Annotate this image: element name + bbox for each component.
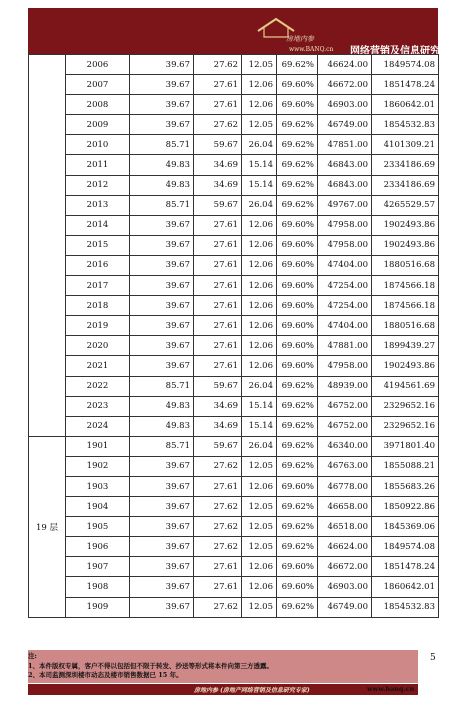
total-price-cell: 1874566.18 xyxy=(372,276,439,296)
area-shared-cell: 26.04 xyxy=(242,135,277,155)
area-ratio-cell: 69.60% xyxy=(277,255,318,275)
area-building-cell: 49.83 xyxy=(130,416,194,436)
table-row xyxy=(29,296,439,316)
room-number-cell: 1903 xyxy=(66,476,130,496)
total-price-cell: 2334186.69 xyxy=(372,155,439,175)
area-building-cell: 39.67 xyxy=(130,557,194,577)
room-number-cell: 2014 xyxy=(66,215,130,235)
total-price-cell: 3971801.40 xyxy=(372,436,439,456)
area-shared-cell: 12.05 xyxy=(242,497,277,517)
total-price-cell: 2329652.16 xyxy=(372,416,439,436)
room-number-cell: 2006 xyxy=(66,55,130,75)
logo-url-text: www.BANQ.cn xyxy=(289,46,334,53)
room-number-cell: 2022 xyxy=(66,376,130,396)
room-number-cell: 2020 xyxy=(66,336,130,356)
table-row xyxy=(29,376,439,396)
unit-price-cell: 46340.00 xyxy=(318,436,372,456)
area-ratio-cell: 69.62% xyxy=(277,396,318,416)
room-number-cell: 2015 xyxy=(66,235,130,255)
area-shared-cell: 15.14 xyxy=(242,396,277,416)
table-row xyxy=(29,255,439,275)
room-number-cell: 2017 xyxy=(66,276,130,296)
unit-price-cell: 46778.00 xyxy=(318,476,372,496)
area-building-cell: 85.71 xyxy=(130,195,194,215)
total-price-cell: 1854532.83 xyxy=(372,597,439,617)
table-row xyxy=(29,215,439,235)
table-row xyxy=(29,356,439,376)
area-inner-cell: 27.62 xyxy=(194,537,242,557)
unit-price-cell: 46763.00 xyxy=(318,456,372,476)
unit-price-cell: 48939.00 xyxy=(318,376,372,396)
total-price-cell: 1880516.68 xyxy=(372,255,439,275)
area-inner-cell: 27.61 xyxy=(194,476,242,496)
area-inner-cell: 27.61 xyxy=(194,75,242,95)
page-number: 5 xyxy=(430,653,436,663)
area-building-cell: 39.67 xyxy=(130,255,194,275)
area-shared-cell: 26.04 xyxy=(242,195,277,215)
area-shared-cell: 12.06 xyxy=(242,215,277,235)
unit-price-cell: 46518.00 xyxy=(318,517,372,537)
notes-line-2: 2、本司监测深圳楼市动态及楼市销售数据已 15 年。 xyxy=(28,671,183,680)
area-building-cell: 39.67 xyxy=(130,115,194,135)
table-row xyxy=(29,436,439,456)
total-price-cell: 1849574.08 xyxy=(372,55,439,75)
area-shared-cell: 12.06 xyxy=(242,296,277,316)
table-row xyxy=(29,517,439,537)
area-building-cell: 39.67 xyxy=(130,296,194,316)
area-ratio-cell: 69.60% xyxy=(277,557,318,577)
area-building-cell: 39.67 xyxy=(130,456,194,476)
area-inner-cell: 27.62 xyxy=(194,55,242,75)
unit-price-cell: 46903.00 xyxy=(318,95,372,115)
table-row xyxy=(29,55,439,75)
area-inner-cell: 27.61 xyxy=(194,296,242,316)
table-row xyxy=(29,336,439,356)
area-ratio-cell: 69.62% xyxy=(277,55,318,75)
area-building-cell: 39.67 xyxy=(130,597,194,617)
table-row xyxy=(29,75,439,95)
area-ratio-cell: 69.62% xyxy=(277,416,318,436)
area-inner-cell: 34.69 xyxy=(194,175,242,195)
total-price-cell: 1874566.18 xyxy=(372,296,439,316)
area-shared-cell: 12.05 xyxy=(242,597,277,617)
area-shared-cell: 12.06 xyxy=(242,235,277,255)
room-number-cell: 2007 xyxy=(66,75,130,95)
area-inner-cell: 27.61 xyxy=(194,276,242,296)
total-price-cell: 1899439.27 xyxy=(372,336,439,356)
unit-price-cell: 46843.00 xyxy=(318,155,372,175)
area-inner-cell: 59.67 xyxy=(194,135,242,155)
total-price-cell: 4194561.69 xyxy=(372,376,439,396)
unit-price-cell: 46624.00 xyxy=(318,55,372,75)
room-number-cell: 2012 xyxy=(66,175,130,195)
area-ratio-cell: 69.62% xyxy=(277,155,318,175)
area-shared-cell: 12.06 xyxy=(242,476,277,496)
table-row xyxy=(29,597,439,617)
notes-label: 注: xyxy=(28,652,37,660)
room-number-cell: 1909 xyxy=(66,597,130,617)
header-title: 网络营销及信息研究专家 xyxy=(350,46,460,57)
table-row xyxy=(29,95,439,115)
unit-price-cell: 47958.00 xyxy=(318,215,372,235)
total-price-cell: 1850922.86 xyxy=(372,497,439,517)
area-building-cell: 39.67 xyxy=(130,55,194,75)
total-price-cell: 1851478.24 xyxy=(372,75,439,95)
unit-price-cell: 46752.00 xyxy=(318,396,372,416)
area-ratio-cell: 69.60% xyxy=(277,235,318,255)
area-shared-cell: 12.06 xyxy=(242,336,277,356)
footer-url: www.banq.cn xyxy=(367,685,415,693)
room-number-cell: 2016 xyxy=(66,255,130,275)
unit-price-cell: 47881.00 xyxy=(318,336,372,356)
floor-group-19-floor-label: 19 层 xyxy=(29,436,66,617)
area-ratio-cell: 69.62% xyxy=(277,175,318,195)
area-inner-cell: 27.61 xyxy=(194,557,242,577)
unit-price-cell: 46672.00 xyxy=(318,75,372,95)
table-row xyxy=(29,115,439,135)
area-ratio-cell: 69.62% xyxy=(277,456,318,476)
table-row xyxy=(29,155,439,175)
total-price-cell: 2329652.16 xyxy=(372,396,439,416)
room-number-cell: 1902 xyxy=(66,456,130,476)
unit-price-cell: 47254.00 xyxy=(318,276,372,296)
unit-price-cell: 46624.00 xyxy=(318,537,372,557)
area-building-cell: 39.67 xyxy=(130,215,194,235)
room-number-cell: 2021 xyxy=(66,356,130,376)
area-building-cell: 39.67 xyxy=(130,356,194,376)
room-number-cell: 2018 xyxy=(66,296,130,316)
area-inner-cell: 27.61 xyxy=(194,235,242,255)
unit-price-cell: 47404.00 xyxy=(318,316,372,336)
table-row xyxy=(29,456,439,476)
notes-line-1: 1、本件版权专属，客户不得以包括但不限于转发、抄送等形式将本件向第三方透露。 xyxy=(28,661,274,670)
total-price-cell: 1845369.06 xyxy=(372,517,439,537)
unit-price-cell: 46843.00 xyxy=(318,175,372,195)
room-number-cell: 2024 xyxy=(66,416,130,436)
total-price-cell: 1880516.68 xyxy=(372,316,439,336)
header-banner xyxy=(28,8,460,57)
unit-price-cell: 46672.00 xyxy=(318,557,372,577)
table-row xyxy=(29,537,439,557)
area-ratio-cell: 69.60% xyxy=(277,276,318,296)
unit-price-cell: 47404.00 xyxy=(318,255,372,275)
area-building-cell: 39.67 xyxy=(130,336,194,356)
unit-price-cell: 46749.00 xyxy=(318,597,372,617)
area-building-cell: 39.67 xyxy=(130,75,194,95)
area-inner-cell: 27.61 xyxy=(194,316,242,336)
area-shared-cell: 12.06 xyxy=(242,577,277,597)
area-inner-cell: 27.61 xyxy=(194,336,242,356)
total-price-cell: 1855088.21 xyxy=(372,456,439,476)
area-ratio-cell: 69.60% xyxy=(277,336,318,356)
footer-text: 房地内参 (房地产网络营销及信息研究专家) xyxy=(194,687,310,694)
unit-price-cell: 47958.00 xyxy=(318,235,372,255)
area-ratio-cell: 69.62% xyxy=(277,597,318,617)
total-price-cell: 1902493.86 xyxy=(372,356,439,376)
area-ratio-cell: 69.62% xyxy=(277,497,318,517)
area-inner-cell: 27.61 xyxy=(194,95,242,115)
total-price-cell: 1902493.86 xyxy=(372,235,439,255)
area-inner-cell: 27.61 xyxy=(194,215,242,235)
unit-price-cell: 46903.00 xyxy=(318,577,372,597)
area-building-cell: 85.71 xyxy=(130,135,194,155)
area-inner-cell: 59.67 xyxy=(194,195,242,215)
room-number-cell: 1906 xyxy=(66,537,130,557)
unit-price-cell: 47254.00 xyxy=(318,296,372,316)
total-price-cell: 1854532.83 xyxy=(372,115,439,135)
room-number-cell: 1904 xyxy=(66,497,130,517)
table-row xyxy=(29,476,439,496)
area-building-cell: 85.71 xyxy=(130,376,194,396)
area-shared-cell: 12.05 xyxy=(242,456,277,476)
area-ratio-cell: 69.62% xyxy=(277,376,318,396)
area-inner-cell: 27.61 xyxy=(194,255,242,275)
area-shared-cell: 15.14 xyxy=(242,175,277,195)
room-number-cell: 2023 xyxy=(66,396,130,416)
area-inner-cell: 27.61 xyxy=(194,577,242,597)
area-ratio-cell: 69.60% xyxy=(277,476,318,496)
room-number-cell: 1901 xyxy=(66,436,130,456)
room-number-cell: 2009 xyxy=(66,115,130,135)
area-shared-cell: 12.06 xyxy=(242,557,277,577)
area-building-cell: 49.83 xyxy=(130,396,194,416)
area-building-cell: 39.67 xyxy=(130,316,194,336)
area-shared-cell: 26.04 xyxy=(242,436,277,456)
sales-data-table xyxy=(28,54,439,618)
room-number-cell: 2008 xyxy=(66,95,130,115)
area-shared-cell: 12.06 xyxy=(242,276,277,296)
room-number-cell: 2013 xyxy=(66,195,130,215)
total-price-cell: 1849574.08 xyxy=(372,537,439,557)
unit-price-cell: 47851.00 xyxy=(318,135,372,155)
table-row xyxy=(29,557,439,577)
area-building-cell: 39.67 xyxy=(130,497,194,517)
area-shared-cell: 15.14 xyxy=(242,416,277,436)
total-price-cell: 2334186.69 xyxy=(372,175,439,195)
area-inner-cell: 27.61 xyxy=(194,356,242,376)
area-building-cell: 39.67 xyxy=(130,577,194,597)
table-row xyxy=(29,497,439,517)
area-shared-cell: 12.06 xyxy=(242,75,277,95)
area-inner-cell: 34.69 xyxy=(194,416,242,436)
notes xyxy=(28,652,273,681)
unit-price-cell: 49767.00 xyxy=(318,195,372,215)
total-price-cell: 1855683.26 xyxy=(372,476,439,496)
area-ratio-cell: 69.62% xyxy=(277,436,318,456)
room-number-cell: 2011 xyxy=(66,155,130,175)
area-building-cell: 39.67 xyxy=(130,517,194,537)
area-inner-cell: 59.67 xyxy=(194,436,242,456)
area-shared-cell: 12.06 xyxy=(242,356,277,376)
area-ratio-cell: 69.62% xyxy=(277,135,318,155)
table-row xyxy=(29,235,439,255)
area-inner-cell: 34.69 xyxy=(194,396,242,416)
area-shared-cell: 26.04 xyxy=(242,376,277,396)
table-row xyxy=(29,135,439,155)
area-ratio-cell: 69.60% xyxy=(277,75,318,95)
area-building-cell: 39.67 xyxy=(130,235,194,255)
area-building-cell: 39.67 xyxy=(130,476,194,496)
area-ratio-cell: 69.62% xyxy=(277,517,318,537)
area-ratio-cell: 69.60% xyxy=(277,577,318,597)
area-shared-cell: 12.05 xyxy=(242,115,277,135)
room-number-cell: 1908 xyxy=(66,577,130,597)
total-price-cell: 4101309.21 xyxy=(372,135,439,155)
area-inner-cell: 27.62 xyxy=(194,597,242,617)
area-ratio-cell: 69.60% xyxy=(277,95,318,115)
floor-group-top-floor-label xyxy=(29,55,66,437)
area-building-cell: 49.83 xyxy=(130,155,194,175)
area-shared-cell: 12.05 xyxy=(242,517,277,537)
unit-price-cell: 46752.00 xyxy=(318,416,372,436)
area-ratio-cell: 69.60% xyxy=(277,296,318,316)
area-building-cell: 85.71 xyxy=(130,436,194,456)
area-shared-cell: 12.06 xyxy=(242,95,277,115)
total-price-cell: 1902493.86 xyxy=(372,215,439,235)
area-ratio-cell: 69.62% xyxy=(277,195,318,215)
area-inner-cell: 27.62 xyxy=(194,517,242,537)
room-number-cell: 1905 xyxy=(66,517,130,537)
area-shared-cell: 12.06 xyxy=(242,255,277,275)
area-ratio-cell: 69.62% xyxy=(277,537,318,557)
area-building-cell: 39.67 xyxy=(130,95,194,115)
area-inner-cell: 27.62 xyxy=(194,115,242,135)
area-ratio-cell: 69.60% xyxy=(277,316,318,336)
total-price-cell: 4265529.57 xyxy=(372,195,439,215)
area-shared-cell: 12.05 xyxy=(242,55,277,75)
area-inner-cell: 27.62 xyxy=(194,456,242,476)
area-shared-cell: 15.14 xyxy=(242,155,277,175)
table-row xyxy=(29,577,439,597)
room-number-cell: 2010 xyxy=(66,135,130,155)
area-building-cell: 39.67 xyxy=(130,537,194,557)
room-number-cell: 2019 xyxy=(66,316,130,336)
unit-price-cell: 46658.00 xyxy=(318,497,372,517)
area-shared-cell: 12.05 xyxy=(242,537,277,557)
area-shared-cell: 12.06 xyxy=(242,316,277,336)
total-price-cell: 1860642.01 xyxy=(372,577,439,597)
logo-brand-text: 房地内参 xyxy=(286,35,314,43)
room-number-cell: 1907 xyxy=(66,557,130,577)
total-price-cell: 1851478.24 xyxy=(372,557,439,577)
table-row xyxy=(29,175,439,195)
total-price-cell: 1860642.01 xyxy=(372,95,439,115)
area-building-cell: 49.83 xyxy=(130,175,194,195)
area-inner-cell: 34.69 xyxy=(194,155,242,175)
table-row xyxy=(29,316,439,336)
unit-price-cell: 46749.00 xyxy=(318,115,372,135)
area-ratio-cell: 69.62% xyxy=(277,115,318,135)
area-inner-cell: 27.62 xyxy=(194,497,242,517)
area-ratio-cell: 69.60% xyxy=(277,356,318,376)
area-building-cell: 39.67 xyxy=(130,276,194,296)
table-row xyxy=(29,276,439,296)
table-row xyxy=(29,195,439,215)
table-row xyxy=(29,416,439,436)
unit-price-cell: 47958.00 xyxy=(318,356,372,376)
table-row xyxy=(29,396,439,416)
area-ratio-cell: 69.60% xyxy=(277,215,318,235)
area-inner-cell: 59.67 xyxy=(194,376,242,396)
